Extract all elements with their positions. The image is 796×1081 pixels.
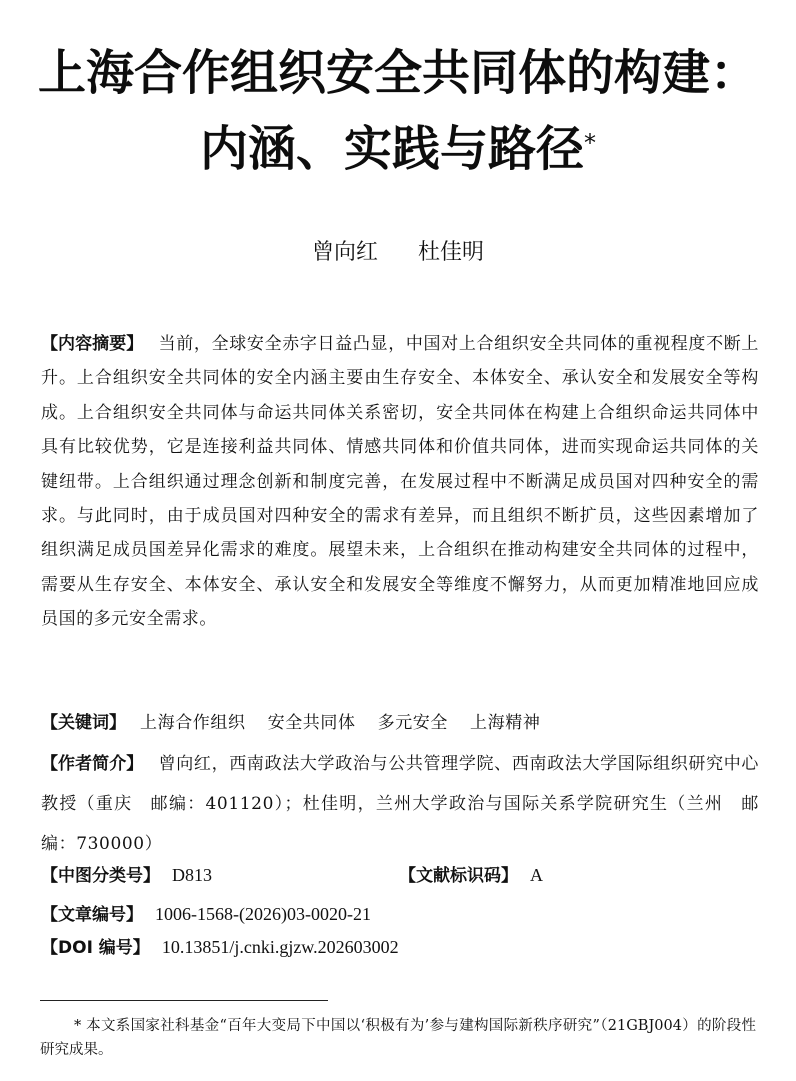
abstract-text: 当前，全球安全赤字日益凸显，中国对上合组织安全共同体的重视程度不断上升。上合组织安全共同体的安全内涵主要由生存安全、本体安全、承认安全和发展安全等构成。上合组织安全共同体与命运共同体关系密切，安全共同体在构建上合组织命运共同体中具有比较优势，它是连接利益共同体、情感共同体和价值共同体，进而实现命运共同体的关键纽带。上合组织通过理念创新和制度完善，在发展过程中不断满足成员国对四种安全的需求。与此同时，由于成员国对四种安全的需求有差异，而且组织不断扩员，这些因素增加了组织满足成员国差异化需求的难度。展望未来，上合组织在推动构建安全共同体的过程中，需要从生存安全、本体安全、承认安全和发展安全等维度不懈努力，从而更加精准地回应成员国的多元安全需求。 bbox=[41, 334, 760, 630]
doc-code-label: 【文献标识码】 bbox=[399, 866, 518, 886]
keyword: 安全共同体 bbox=[267, 713, 356, 733]
classification-row bbox=[41, 858, 759, 893]
author-name: 曾向红 bbox=[311, 240, 378, 265]
clc-value: D813 bbox=[172, 865, 213, 885]
keyword: 多元安全 bbox=[377, 713, 449, 733]
footnote: * 本文系国家社科基金“百年大变局下中国以‘积极有为’参与建构国际新秩序研究”（21GBJ004）的阶段性研究成果。 bbox=[40, 1018, 756, 1058]
clc-label: 【中图分类号】 bbox=[41, 866, 160, 886]
article-number-row bbox=[41, 897, 759, 932]
author-name: 杜佳明 bbox=[418, 240, 485, 265]
keywords bbox=[41, 706, 759, 740]
keyword: 上海合作组织 bbox=[140, 713, 246, 733]
article-number-label: 【文章编号】 bbox=[41, 905, 143, 925]
doc-code bbox=[399, 858, 543, 893]
keyword: 上海精神 bbox=[470, 713, 541, 733]
doc-code-value: A bbox=[530, 865, 544, 885]
article-number-value: 1006-1568-(2026)03-0020-21 bbox=[155, 904, 371, 924]
abstract-label: 【内容摘要】 bbox=[41, 334, 135, 354]
footnote-divider bbox=[40, 1000, 328, 1001]
doi-row bbox=[41, 930, 759, 965]
author-info bbox=[41, 744, 759, 864]
abstract bbox=[41, 327, 759, 637]
title-line-2-text: 内涵、实践与路径 bbox=[199, 121, 584, 177]
author-info-text: 曾向红，西南政法大学政治与公共管理学院、西南政法大学国际组织研究中心教授（重庆 邮编：401120）；杜佳明，兰州大学政治与国际关系学院研究生（兰州 邮编：730000） bbox=[41, 754, 760, 854]
article-title-line-1: 上海合作组织安全共同体的构建： bbox=[37, 45, 758, 101]
article-title-line-2 bbox=[0, 121, 796, 177]
keywords-label: 【关键词】 bbox=[41, 713, 126, 733]
title-footnote-mark: * bbox=[584, 129, 596, 157]
author-info-label: 【作者简介】 bbox=[41, 754, 135, 774]
author-line bbox=[0, 238, 796, 268]
doi-value: 10.13851/j.cnki.gjzw.202603002 bbox=[161, 937, 399, 957]
doi-label: 【DOI 编号】 bbox=[41, 938, 150, 958]
